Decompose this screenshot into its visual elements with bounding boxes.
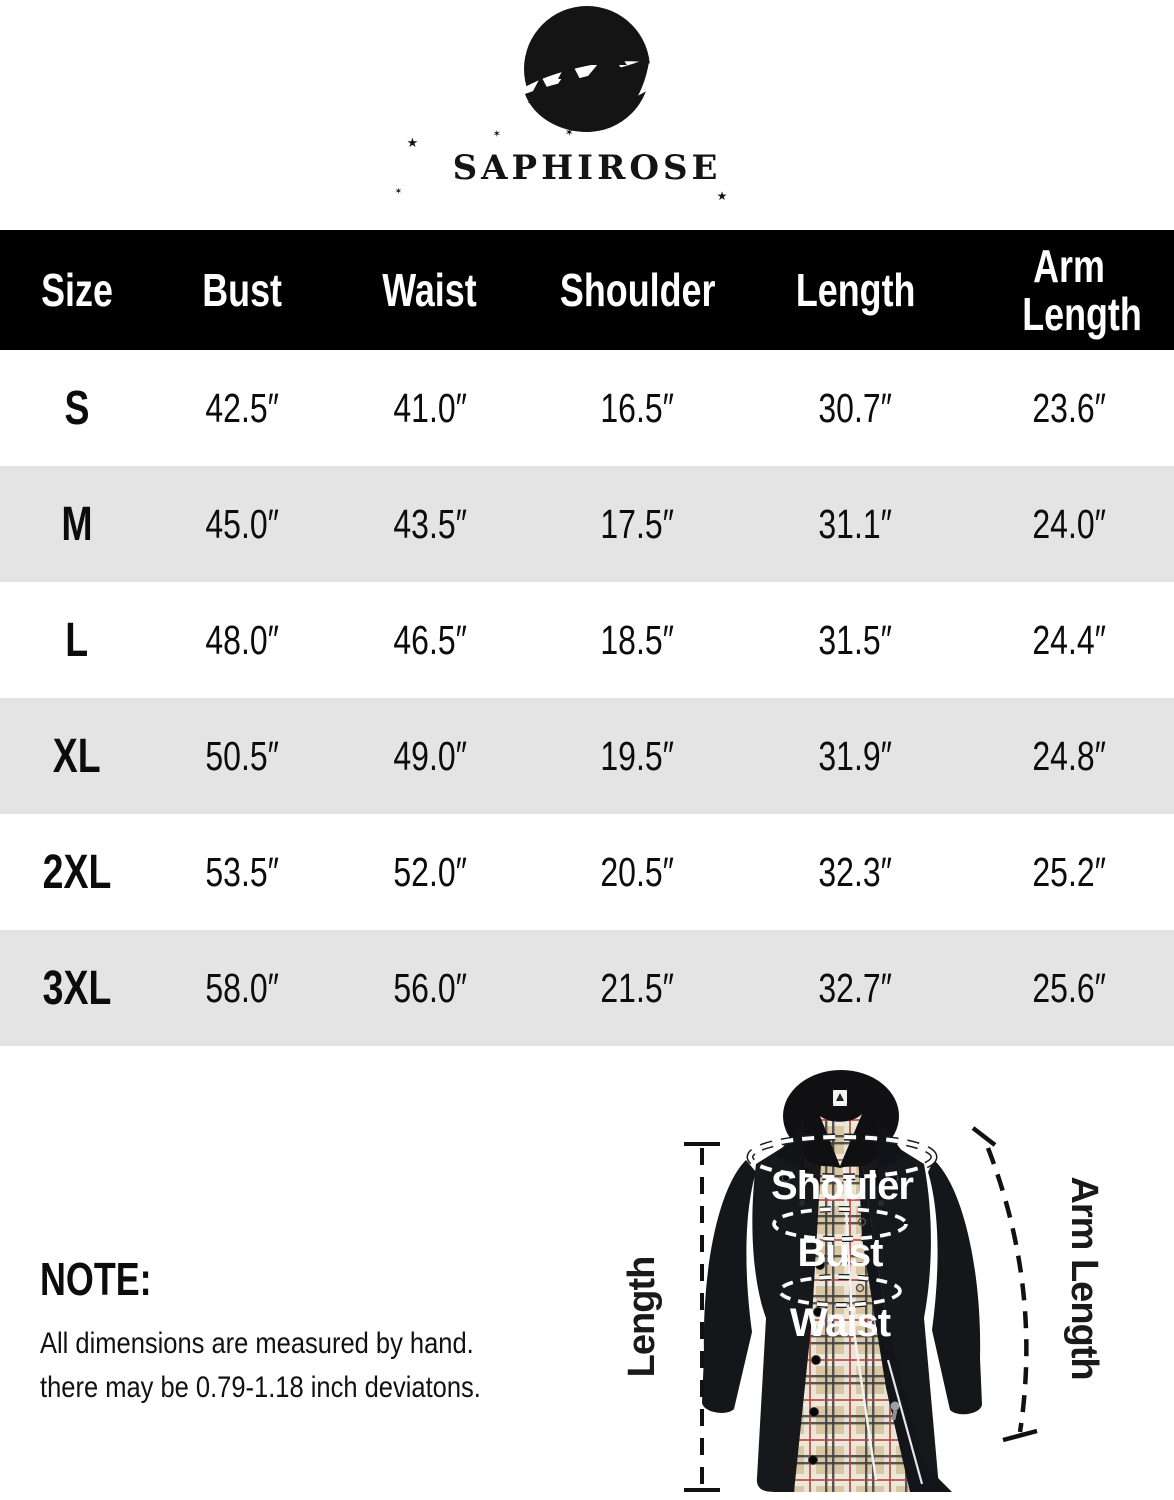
- table-row-s: [0, 350, 1174, 466]
- front-button: [810, 1408, 819, 1417]
- table-row-l: [0, 582, 1174, 698]
- note-line-1: All dimensions are measured by hand.: [40, 1327, 474, 1360]
- table-row-3xl: [0, 930, 1174, 1046]
- column-header-shoulder: Shoulder: [559, 263, 716, 316]
- length-value: 31.5″: [818, 616, 893, 663]
- shoulder-value: 18.5″: [600, 616, 675, 663]
- waist-value: 46.5″: [392, 616, 467, 663]
- size-label: 2XL: [42, 845, 112, 899]
- jacket-measurement-figure: [590, 1060, 1174, 1500]
- star-icon: ✶: [394, 186, 403, 196]
- size-label: S: [64, 381, 90, 435]
- shoulder-value: 19.5″: [600, 732, 675, 779]
- arm-length-label: Arm Length: [1063, 1176, 1105, 1380]
- length-value: 31.1″: [818, 500, 893, 547]
- shoulder-value: 16.5″: [600, 384, 675, 431]
- table-row-m: [0, 466, 1174, 582]
- arm-length-value: 23.6″: [1032, 384, 1107, 431]
- column-header-arm-length: Arm Length: [1022, 239, 1143, 340]
- bust-value: 45.0″: [205, 500, 279, 547]
- arm-length-value: 25.6″: [1032, 964, 1107, 1011]
- arm-length-measure-line: [973, 1128, 1037, 1440]
- bust-value: 42.5″: [205, 384, 279, 431]
- brand-name-row: [394, 127, 728, 203]
- jacket-right-sleeve: [928, 1160, 982, 1414]
- length-value: 32.7″: [818, 964, 893, 1011]
- size-label: XL: [52, 729, 101, 783]
- arm-length-value: 24.0″: [1032, 500, 1107, 547]
- jacket-diagram: [590, 1060, 1174, 1500]
- size-label: M: [61, 497, 93, 551]
- star-icon: ✶: [492, 129, 501, 140]
- jacket-left-sleeve: [702, 1160, 756, 1413]
- length-value: 32.3″: [818, 848, 893, 895]
- star-icon: ★: [406, 135, 419, 150]
- note-title: NOTE:: [40, 1253, 152, 1305]
- waist-value: 43.5″: [392, 500, 467, 547]
- size-table: [0, 230, 1174, 1046]
- bust-value: 50.5″: [205, 732, 279, 779]
- column-header-bust: Bust: [201, 263, 282, 316]
- star-icon: ✶: [564, 127, 574, 139]
- waist-value: 49.0″: [392, 732, 467, 779]
- bust-value: 48.0″: [205, 616, 279, 663]
- note-line-2: there may be 0.79-1.18 inch deviatons.: [40, 1370, 481, 1404]
- note-block: [40, 1252, 560, 1409]
- bust-label: Bust: [797, 1231, 883, 1275]
- brand-logo-block: [0, 0, 1174, 228]
- arm-length-value: 24.8″: [1032, 732, 1107, 779]
- waist-value: 52.0″: [392, 848, 467, 895]
- star-icon: ★: [716, 189, 728, 203]
- pine-trees-circle-icon: [492, 2, 682, 142]
- waist-value: 41.0″: [392, 384, 467, 431]
- shoulder-value: 20.5″: [600, 848, 675, 895]
- bust-value: 53.5″: [205, 848, 279, 895]
- table-row-2xl: [0, 814, 1174, 930]
- waist-value: 56.0″: [392, 964, 467, 1011]
- note-body: [40, 1322, 560, 1409]
- size-label: L: [65, 613, 89, 667]
- front-button: [812, 1356, 821, 1365]
- waist-label: Waist: [789, 1301, 891, 1345]
- length-label: Length: [621, 1256, 663, 1378]
- column-header-size: Size: [40, 263, 113, 316]
- size-label: 3XL: [42, 961, 112, 1015]
- column-header-length: Length: [795, 263, 916, 316]
- zipper-pull: [891, 1402, 900, 1411]
- length-value: 31.9″: [818, 732, 893, 779]
- front-button: [809, 1456, 818, 1465]
- length-value: 30.7″: [818, 384, 893, 431]
- shoulder-value: 17.5″: [600, 500, 675, 547]
- arm-length-value: 25.2″: [1032, 848, 1107, 895]
- bust-value: 58.0″: [205, 964, 279, 1011]
- table-row-xl: [0, 698, 1174, 814]
- shoulder-label: Shouler: [771, 1164, 913, 1208]
- shoulder-value: 21.5″: [600, 964, 675, 1011]
- arm-length-value: 24.4″: [1032, 616, 1107, 663]
- brand-name: SAPHIROSE: [452, 148, 722, 188]
- column-header-waist: Waist: [382, 263, 477, 316]
- table-header-row: [0, 230, 1174, 350]
